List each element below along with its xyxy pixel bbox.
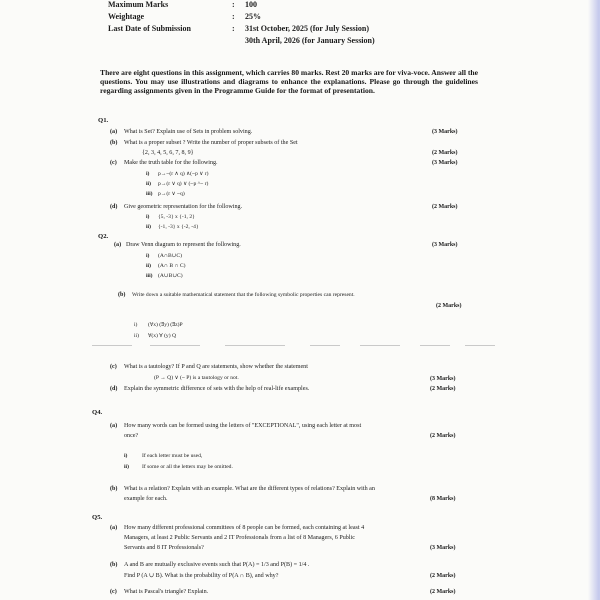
last-date-value-july: 31st October, 2025 (for July Session) (245, 24, 369, 33)
q4a-ii-text: If some or all the letters may be omitted. (142, 464, 233, 470)
q4a-text-cont: once? (124, 433, 139, 439)
page-break-dash (310, 345, 340, 346)
q5b-text: A and B are mutually exclusive events such that P(A) = 1/3 and P(B) = 1/4 . (124, 562, 310, 568)
q4a-text: How many words can be formed using the letters of "EXCEPTIONAL", using each letter at most (124, 423, 362, 429)
q1b-label: (b) (110, 140, 118, 146)
q1c-text: Make the truth table for the following. (124, 160, 218, 166)
q1c-i-num: i) (146, 171, 150, 177)
q1d-i-expr: {5, -3} x {-1, 2} (158, 214, 195, 220)
max-marks-label: Maximum Marks (108, 0, 169, 9)
q1d-ii-num: ii) (146, 224, 151, 230)
max-marks-sep: : (232, 0, 235, 9)
q3c-text: What is a tautology? If P and Q are statements, show whether the statement (124, 364, 308, 370)
q2b-i-num: i) (134, 322, 138, 328)
instructions-paragraph: There are eight questions in this assignment, which carries 80 marks. Rest 20 marks are for viva-voce. Answer all the questions. You may use illustrations and diagrams to enhance the explanations. Please go through the guidelines regarding assignments given in the Programme Guide for the format of presentation. (100, 68, 478, 96)
q2a-ii-expr: (A∩ B ∩ C) (158, 263, 186, 269)
q5c-marks: (2 Marks) (430, 589, 456, 595)
q4a-i-text: If each letter must be used, (142, 453, 203, 459)
q1c-iii-num: iii) (146, 191, 153, 197)
q2a-iii-expr: (A∪B∪C) (158, 273, 183, 279)
q1c-label: (c) (110, 160, 117, 166)
q2b-ii-expr: ∀(x) ∀ (y) Q (148, 333, 177, 339)
last-date-label: Last Date of Submission (108, 24, 191, 33)
q2b-label: (b) (118, 292, 126, 298)
q3c-label: (c) (110, 364, 117, 370)
q1d-i-num: i) (146, 214, 150, 220)
q3d-label: (d) (110, 386, 118, 392)
q4b-text-cont: example for each. (124, 496, 168, 502)
q4a-ii-num: ii) (124, 464, 129, 470)
q1d-ii-expr: {-1, -3} x {-2, -4} (158, 224, 199, 230)
last-date-value-january: 30th April, 2026 (for January Session) (245, 36, 375, 45)
last-date-sep: : (232, 24, 235, 33)
q3d-marks: (2 Marks) (430, 386, 456, 392)
q2a-ii-num: ii) (146, 263, 151, 269)
q1d-text: Give geometric representation for the following. (124, 204, 243, 210)
q1b-text: What is a proper subset ? Write the number of proper subsets of the Set (124, 140, 298, 146)
q1b-set: {2, 3, 4, 5, 6, 7, 8, 9} (142, 150, 194, 156)
q5b-text-cont: Find P (A ∪ B). What is the probability of P(A ∩ B), and why? (124, 573, 279, 579)
q1-number: Q1. (98, 117, 109, 124)
q1a-text: What is Set? Explain use of Sets in problem solving. (124, 129, 253, 135)
q5a-text-cont1: Managers, at least 2 Public Servants and 2 IT Professionals from a list of 8 Managers, 6 Public (124, 535, 355, 541)
q1c-ii-num: ii) (146, 181, 151, 187)
q4b-label: (b) (110, 486, 118, 492)
q4b-text: What is a relation? Explain with an example. What are the different types of relations? Explain with an (124, 486, 375, 492)
q2b-ii-num: ii) (134, 333, 139, 339)
q1c-i-expr: p→~(r ∧ q) ∧(~p ∨ r) (158, 171, 209, 177)
q2a-label: (a) (114, 242, 122, 248)
q5a-text: How many different professional committees of 8 people can be formed, each containing at least 4 (124, 525, 365, 531)
q4-number: Q4. (92, 409, 103, 416)
q5c-label: (c) (110, 589, 117, 595)
page-break-dash (465, 345, 495, 346)
page-break-dash (92, 345, 132, 346)
q2a-marks: (3 Marks) (432, 242, 458, 248)
q2a-iii-num: iii) (146, 273, 153, 279)
q5-number: Q5. (92, 514, 103, 521)
page-break-dash (420, 345, 450, 346)
q2b-marks: (2 Marks) (436, 303, 462, 309)
q2a-text: Draw Venn diagram to represent the following. (126, 242, 241, 248)
q4a-i-num: i) (124, 453, 128, 459)
weightage-value: 25% (245, 12, 261, 21)
q1b-marks: (2 Marks) (432, 150, 458, 156)
q5a-label: (a) (110, 525, 118, 531)
q5a-text-cont2: Servants and 8 IT Professionals? (124, 545, 204, 551)
page-break-dash (225, 345, 285, 346)
q2a-i-expr: (A∩B∪C) (158, 253, 182, 259)
q4a-label: (a) (110, 423, 118, 429)
q2b-text: Write down a suitable mathematical statement that the following symbolic properties can represent. (132, 292, 355, 298)
q1c-marks: (3 Marks) (432, 160, 458, 166)
q5b-marks: (2 Marks) (430, 573, 456, 579)
page-break-dash (360, 345, 400, 346)
q1c-ii-expr: p→(r ∨ q) ∨ (~p ^~ r) (158, 181, 209, 187)
q5a-marks: (3 Marks) (430, 545, 456, 551)
weightage-label: Weightage (108, 12, 144, 21)
q1d-label: (d) (110, 204, 118, 210)
q3d-text: Explain the symmetric difference of sets with the help of real-life examples. (124, 386, 310, 392)
q3c-marks: (3 Marks) (430, 376, 456, 382)
q4b-marks: (8 Marks) (430, 496, 456, 502)
q1c-iii-expr: p→(r ∨ ~q) (158, 191, 185, 197)
q4a-marks: (2 Marks) (430, 433, 456, 439)
weightage-sep: : (232, 12, 235, 21)
q2-number: Q2. (98, 233, 109, 240)
q1d-marks: (2 Marks) (432, 204, 458, 210)
q2a-i-num: i) (146, 253, 150, 259)
max-marks-value: 100 (245, 0, 257, 9)
page-edge-shadow (588, 0, 600, 600)
q1a-marks: (3 Marks) (432, 129, 458, 135)
q3c-statement: (P → Q) ∨ (~ P) is a tautology or not. (154, 375, 239, 381)
q1a-label: (a) (110, 129, 118, 135)
q2b-i-expr: (∀x) (∃y) (∃z)P (148, 322, 183, 328)
q5c-text: What is Pascal's triangle? Explain. (124, 589, 209, 595)
q5b-label: (b) (110, 562, 118, 568)
page-break-dash (150, 345, 200, 346)
